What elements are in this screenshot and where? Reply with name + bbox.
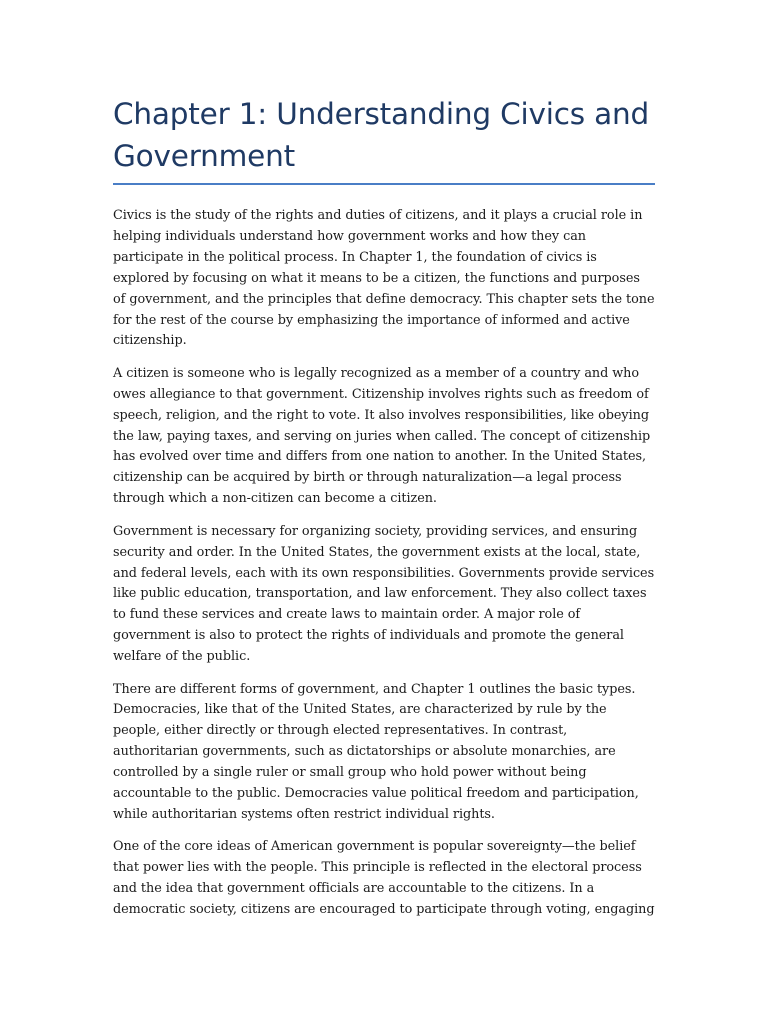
chapter-title: Chapter 1: Understanding Civics and Government: [113, 97, 650, 173]
paragraph-citizenship: A citizen is someone who is legally recognized as a member of a country and who owes allegiance to that government. Citizenship involves rights such as freedom of speech, religion, and the right to vote. It also involves responsibilities, like obeying the law, paying taxes, and serving on juries when called. The concept of citizenship has evolved over time and differs from one nation to another. In the United States, citizenship can be acquired by birth or through naturalization—a legal process through which a non-citizen can become a citizen.: [113, 365, 651, 507]
title-underline-divider: [113, 183, 655, 185]
paragraph-role-of-government: Government is necessary for organizing society, providing services, and ensuring security and order. In the United States, the government exists at the local, state, and federal levels, each with its own responsibilities. Governments provide services like public education, transportation, and law enforcement. They also collect taxes to fund these services and create laws to maintain order. A major role of government is also to protect the rights of individuals and promote the general welfare of the public.: [113, 523, 655, 665]
paragraph-forms-of-government: There are different forms of government, and Chapter 1 outlines the basic types. Democracies, like that of the United States, are characterized by rule by the people, either directly or through elected representatives. In contrast, authoritarian governments, such as dictatorships or absolute monarchies, are controlled by a single ruler or small group who hold power without being accountable to the public. Democracies value political freedom and participation, while authoritarian systems often restrict individual rights.: [113, 681, 639, 822]
document-content: [113, 93, 655, 933]
paragraph-popular-sovereignty: One of the core ideas of American government is popular sovereignty—the belief that power lies with the people. This principle is reflected in the electoral process and the idea that government officials are accountable to the citizens. In a democratic society, citizens are encouraged to participate through voting, engaging: [113, 839, 655, 918]
paragraph-intro-civics: Civics is the study of the rights and duties of citizens, and it plays a crucial role in helping individuals understand how government works and how they can participate in the political process. In Chapter 1, the foundation of civics is explored by focusing on what it means to be a citizen, the functions and purposes of government, and the principles that define democracy. This chapter sets the tone for the rest of the course by emphasizing the importance of informed and active citizenship.: [113, 208, 655, 349]
